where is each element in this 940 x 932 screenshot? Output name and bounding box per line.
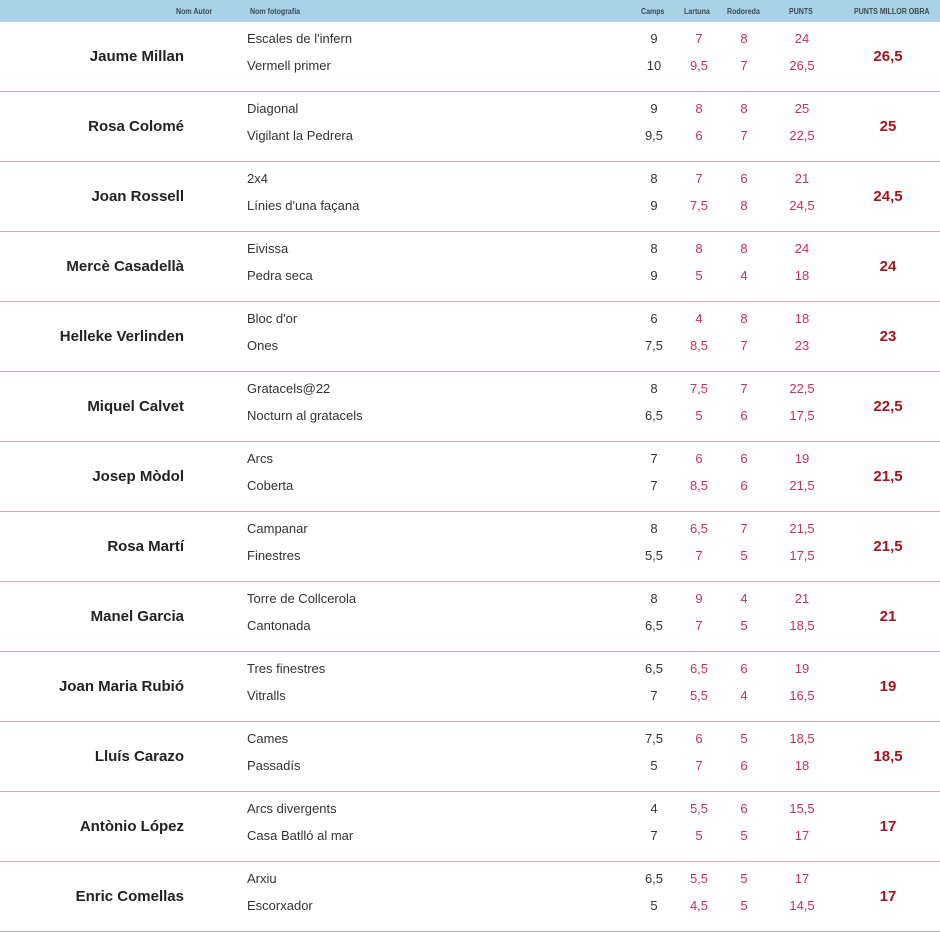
rodoreda-score: 7: [740, 381, 748, 396]
author-name: Mercè Casadellà: [66, 258, 184, 275]
photo-name: Vitralls: [247, 688, 286, 703]
header-rodoreda: Rodoreda: [727, 7, 760, 16]
camps-score: 9: [650, 198, 658, 213]
camps-score: 5: [650, 898, 658, 913]
photo-row: [0, 267, 940, 285]
rodoreda-score: 6: [740, 758, 748, 773]
rodoreda-score: 7: [740, 338, 748, 353]
author-name: Jaume Millan: [89, 48, 184, 65]
table-header: [0, 0, 940, 22]
total-points: 15,5: [789, 801, 815, 816]
lartuna-score: 6,5: [689, 661, 709, 676]
photo-row: [0, 827, 940, 845]
photo-row: [0, 730, 940, 748]
lartuna-score: 8: [695, 241, 703, 256]
photo-name: Cantonada: [247, 618, 311, 633]
lartuna-score: 5: [695, 828, 703, 843]
author-group: [0, 302, 940, 372]
camps-score: 9: [650, 101, 658, 116]
lartuna-score: 8: [695, 101, 703, 116]
rodoreda-score: 5: [740, 618, 748, 633]
photo-name: Vigilant la Pedrera: [247, 128, 353, 143]
rodoreda-score: 7: [740, 521, 748, 536]
header-photo: Nom fotografia: [250, 7, 301, 16]
best-work-points: 24,5: [873, 188, 903, 205]
photo-name: Línies d'una façana: [247, 198, 360, 213]
photo-name: Coberta: [247, 478, 294, 493]
total-points: 22,5: [789, 128, 815, 143]
photo-row: [0, 337, 940, 355]
author-name: Josep Mòdol: [92, 468, 184, 485]
photo-name: Torre de Collcerola: [247, 591, 357, 606]
rodoreda-score: 5: [740, 828, 748, 843]
total-points: 18: [794, 268, 810, 283]
total-points: 21,5: [789, 521, 815, 536]
total-points: 17,5: [789, 408, 815, 423]
camps-score: 6,5: [644, 661, 664, 676]
rodoreda-score: 5: [740, 548, 748, 563]
photo-name: 2x4: [247, 171, 268, 186]
camps-score: 7: [650, 828, 658, 843]
total-points: 26,5: [789, 58, 815, 73]
author-name: Joan Maria Rubió: [58, 678, 184, 695]
best-work-points: 21,5: [873, 538, 903, 555]
author-group: [0, 722, 940, 792]
total-points: 16,5: [789, 688, 815, 703]
lartuna-score: 7: [695, 171, 703, 186]
camps-score: 4: [650, 801, 658, 816]
rodoreda-score: 4: [740, 688, 748, 703]
camps-score: 7: [650, 451, 658, 466]
camps-score: 9: [650, 268, 658, 283]
author-name: Rosa Colomé: [88, 118, 184, 135]
total-points: 17: [794, 828, 810, 843]
author-group: [0, 652, 940, 722]
lartuna-score: 5,5: [689, 801, 709, 816]
rodoreda-score: 5: [740, 731, 748, 746]
author-name: Miquel Calvet: [87, 398, 184, 415]
camps-score: 7,5: [644, 731, 664, 746]
photo-name: Escorxador: [247, 898, 313, 913]
lartuna-score: 4,5: [689, 898, 709, 913]
camps-score: 5: [650, 758, 658, 773]
photo-name: Gratacels@22: [247, 381, 331, 396]
best-work-points: 21,5: [873, 468, 903, 485]
rodoreda-score: 8: [740, 311, 748, 326]
photo-name: Casa Batlló al mar: [247, 828, 354, 843]
photo-name: Diagonal: [247, 101, 299, 116]
photo-name: Escales de l'infern: [247, 31, 353, 46]
photo-row: [0, 310, 940, 328]
camps-score: 6,5: [644, 618, 664, 633]
total-points: 18,5: [789, 618, 815, 633]
author-group: [0, 22, 940, 92]
photo-row: [0, 170, 940, 188]
photo-name: Ones: [247, 338, 279, 353]
camps-score: 8: [650, 171, 658, 186]
total-points: 24: [794, 241, 810, 256]
photo-row: [0, 617, 940, 635]
camps-score: 7: [650, 478, 658, 493]
photo-name: Nocturn al gratacels: [247, 408, 363, 423]
photo-name: Finestres: [247, 548, 301, 563]
rodoreda-score: 7: [740, 58, 748, 73]
camps-score: 8: [650, 381, 658, 396]
photo-name: Campanar: [247, 521, 308, 536]
author-group: [0, 792, 940, 862]
total-points: 21: [794, 171, 810, 186]
lartuna-score: 5: [695, 268, 703, 283]
author-name: Antònio López: [79, 818, 184, 835]
total-points: 18: [794, 311, 810, 326]
photo-row: [0, 240, 940, 258]
total-points: 22,5: [789, 381, 815, 396]
photo-row: [0, 477, 940, 495]
camps-score: 9,5: [644, 128, 664, 143]
camps-score: 6,5: [644, 408, 664, 423]
header-lartuna: Lartuna: [684, 7, 710, 16]
photo-name: Tres finestres: [247, 661, 326, 676]
camps-score: 8: [650, 241, 658, 256]
best-work-points: 26,5: [873, 48, 903, 65]
camps-score: 7: [650, 688, 658, 703]
rodoreda-score: 8: [740, 31, 748, 46]
author-group: [0, 92, 940, 162]
header-best: PUNTS MILLOR OBRA: [854, 7, 930, 16]
rodoreda-score: 5: [740, 871, 748, 886]
rodoreda-score: 6: [740, 451, 748, 466]
total-points: 14,5: [789, 898, 815, 913]
lartuna-score: 7: [695, 618, 703, 633]
rodoreda-score: 6: [740, 478, 748, 493]
lartuna-score: 6: [695, 451, 703, 466]
author-group: [0, 582, 940, 652]
photo-row: [0, 687, 940, 705]
photo-name: Bloc d'or: [247, 311, 298, 326]
photo-row: [0, 127, 940, 145]
camps-score: 7,5: [644, 338, 664, 353]
photo-row: [0, 800, 940, 818]
rodoreda-score: 7: [740, 128, 748, 143]
rodoreda-score: 8: [740, 101, 748, 116]
photo-name: Arxiu: [247, 871, 277, 886]
lartuna-score: 6: [695, 731, 703, 746]
author-group: [0, 162, 940, 232]
photo-name: Arcs: [247, 451, 273, 466]
photo-row: [0, 547, 940, 565]
author-group: [0, 862, 940, 932]
camps-score: 6: [650, 311, 658, 326]
author-group: [0, 232, 940, 302]
lartuna-score: 7: [695, 31, 703, 46]
lartuna-score: 6,5: [689, 521, 709, 536]
lartuna-score: 5: [695, 408, 703, 423]
best-work-points: 25: [879, 118, 897, 135]
photo-row: [0, 380, 940, 398]
lartuna-score: 7: [695, 548, 703, 563]
photo-name: Arcs divergents: [247, 801, 337, 816]
lartuna-score: 6: [695, 128, 703, 143]
author-name: Enric Comellas: [75, 888, 184, 905]
lartuna-score: 9,5: [689, 58, 709, 73]
lartuna-score: 5,5: [689, 871, 709, 886]
best-work-points: 21: [879, 608, 897, 625]
lartuna-score: 8,5: [689, 338, 709, 353]
author-name: Helleke Verlinden: [59, 328, 184, 345]
rodoreda-score: 5: [740, 898, 748, 913]
author-group: [0, 372, 940, 442]
total-points: 19: [794, 451, 810, 466]
rodoreda-score: 4: [740, 268, 748, 283]
lartuna-score: 8,5: [689, 478, 709, 493]
total-points: 19: [794, 661, 810, 676]
header-camps: Camps: [641, 7, 665, 16]
rodoreda-score: 6: [740, 801, 748, 816]
best-work-points: 22,5: [873, 398, 903, 415]
author-name: Lluís Carazo: [94, 748, 184, 765]
photo-row: [0, 407, 940, 425]
total-points: 17,5: [789, 548, 815, 563]
rodoreda-score: 8: [740, 198, 748, 213]
rodoreda-score: 6: [740, 171, 748, 186]
photo-name: Vermell primer: [247, 58, 331, 73]
photo-name: Pedra seca: [247, 268, 313, 283]
header-punts: PUNTS: [789, 7, 813, 16]
total-points: 23: [794, 338, 810, 353]
photo-row: [0, 590, 940, 608]
total-points: 25: [794, 101, 810, 116]
camps-score: 8: [650, 521, 658, 536]
camps-score: 9: [650, 31, 658, 46]
author-group: [0, 512, 940, 582]
camps-score: 6,5: [644, 871, 664, 886]
photo-row: [0, 870, 940, 888]
photo-row: [0, 30, 940, 48]
rodoreda-score: 8: [740, 241, 748, 256]
lartuna-score: 7,5: [689, 198, 709, 213]
best-work-points: 23: [879, 328, 897, 345]
author-name: Rosa Martí: [107, 538, 184, 555]
photo-row: [0, 660, 940, 678]
photo-row: [0, 197, 940, 215]
total-points: 24,5: [789, 198, 815, 213]
best-work-points: 17: [879, 818, 897, 835]
camps-score: 5,5: [644, 548, 664, 563]
best-work-points: 17: [879, 888, 897, 905]
total-points: 18,5: [789, 731, 815, 746]
lartuna-score: 7,5: [689, 381, 709, 396]
header-author: Nom Autor: [176, 7, 213, 16]
total-points: 17: [794, 871, 810, 886]
camps-score: 10: [646, 58, 662, 73]
rodoreda-score: 4: [740, 591, 748, 606]
author-group: [0, 442, 940, 512]
total-points: 21: [794, 591, 810, 606]
total-points: 21,5: [789, 478, 815, 493]
lartuna-score: 9: [695, 591, 703, 606]
photo-name: Cames: [247, 731, 289, 746]
photo-row: [0, 57, 940, 75]
camps-score: 8: [650, 591, 658, 606]
best-work-points: 24: [879, 258, 897, 275]
lartuna-score: 7: [695, 758, 703, 773]
author-name: Joan Rossell: [91, 188, 184, 205]
photo-row: [0, 100, 940, 118]
best-work-points: 18,5: [873, 748, 903, 765]
photo-row: [0, 757, 940, 775]
best-work-points: 19: [879, 678, 897, 695]
rodoreda-score: 6: [740, 661, 748, 676]
photo-row: [0, 450, 940, 468]
photo-row: [0, 897, 940, 915]
rodoreda-score: 6: [740, 408, 748, 423]
author-name: Manel Garcia: [90, 608, 184, 625]
total-points: 24: [794, 31, 810, 46]
photo-name: Passadís: [247, 758, 301, 773]
photo-row: [0, 520, 940, 538]
photo-name: Eivissa: [247, 241, 289, 256]
lartuna-score: 4: [695, 311, 703, 326]
lartuna-score: 5,5: [689, 688, 709, 703]
total-points: 18: [794, 758, 810, 773]
